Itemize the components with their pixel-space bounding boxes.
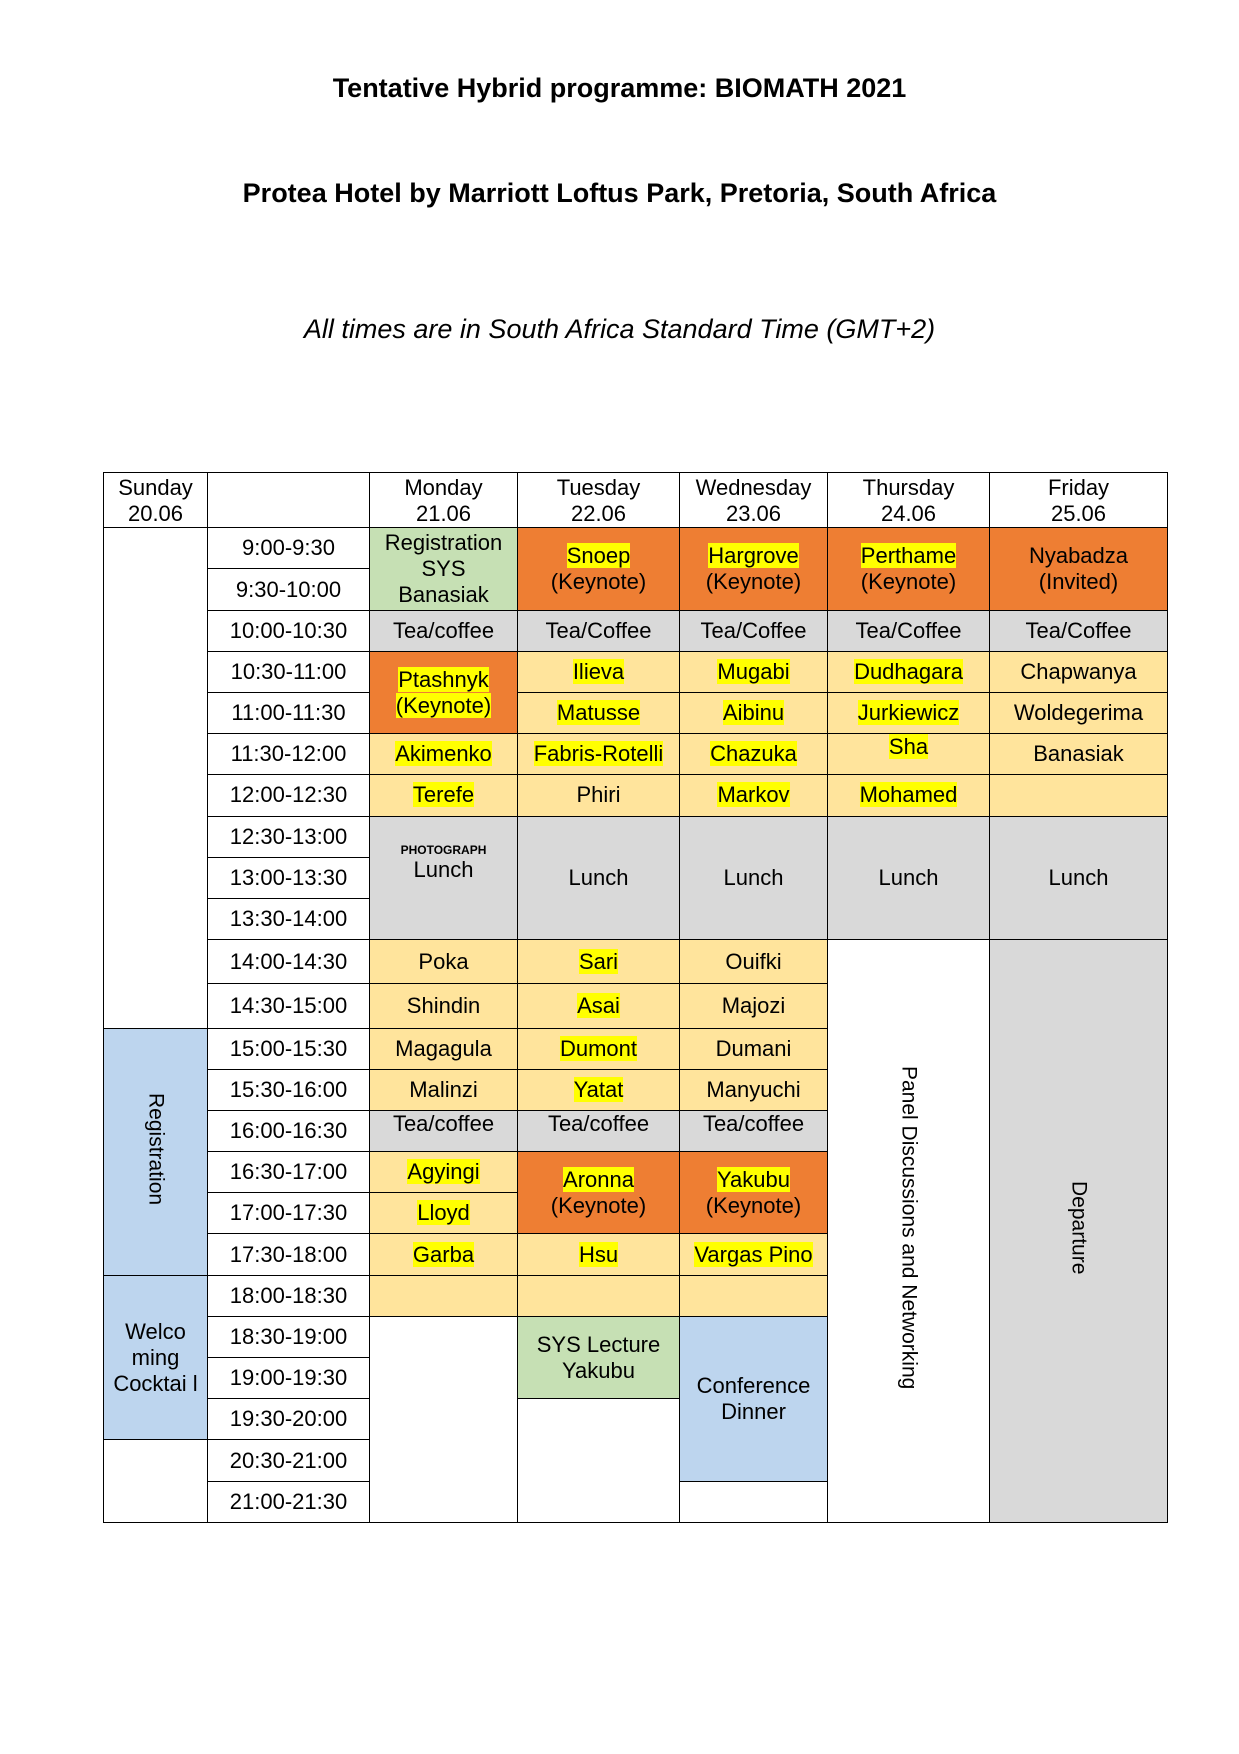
friday-departure: Departure (990, 940, 1168, 1523)
day-header-thursday: Thursday 24.06 (828, 473, 990, 528)
time-slot: 12:30-13:00 (208, 816, 370, 857)
session-slot: Hsu (518, 1234, 680, 1275)
session-slot: Poka (370, 940, 518, 984)
session-slot: Yatat (518, 1069, 680, 1110)
session-slot-empty (680, 1275, 828, 1316)
time-slot: 10:30-11:00 (208, 651, 370, 692)
session-slot: Dumani (680, 1028, 828, 1069)
session-slot: Markov (680, 775, 828, 816)
session-slot: Terefe (370, 775, 518, 816)
session-slot: Matusse (518, 693, 680, 734)
day-header-sunday: Sunday 20.06 (104, 473, 208, 528)
time-slot: 12:00-12:30 (208, 775, 370, 816)
wednesday-conference-dinner: Conference Dinner (680, 1316, 828, 1481)
session-slot: Chapwanya (990, 651, 1168, 692)
session-slot: Dumont (518, 1028, 680, 1069)
session-slot: Mugabi (680, 651, 828, 692)
time-slot: 18:30-19:00 (208, 1316, 370, 1357)
time-slot: 11:00-11:30 (208, 693, 370, 734)
session-slot: Ouifki (680, 940, 828, 984)
time-slot: 9:30-10:00 (208, 569, 370, 610)
tuesday-tea-break: Tea/Coffee (518, 610, 680, 651)
sunday-morning-empty (104, 528, 208, 1028)
tuesday-keynote: Snoep (Keynote) (518, 528, 680, 610)
friday-tea-break: Tea/Coffee (990, 610, 1168, 651)
wednesday-tea-break-afternoon: Tea/coffee (680, 1110, 828, 1151)
day-header-monday: Monday 21.06 (370, 473, 518, 528)
time-slot: 17:30-18:00 (208, 1234, 370, 1275)
tuesday-lunch: Lunch (518, 816, 680, 940)
session-slot: Ilieva (518, 651, 680, 692)
time-slot: 15:00-15:30 (208, 1028, 370, 1069)
wednesday-keynote: Hargrove (Keynote) (680, 528, 828, 610)
thursday-tea-break: Tea/Coffee (828, 610, 990, 651)
monday-tea-break: Tea/coffee (370, 610, 518, 651)
sunday-registration: Registration (104, 1028, 208, 1275)
session-slot-empty (370, 1275, 518, 1316)
time-slot: 15:30-16:00 (208, 1069, 370, 1110)
time-slot: 13:30-14:00 (208, 898, 370, 939)
thursday-lunch: Lunch (828, 816, 990, 940)
tuesday-keynote-afternoon: Aronna (Keynote) (518, 1152, 680, 1234)
session-slot: Garba (370, 1234, 518, 1275)
day-header-wednesday: Wednesday 23.06 (680, 473, 828, 528)
time-slot: 16:30-17:00 (208, 1152, 370, 1193)
day-header-tuesday: Tuesday 22.06 (518, 473, 680, 528)
monday-tea-break-afternoon: Tea/coffee (370, 1110, 518, 1151)
session-slot: Majozi (680, 984, 828, 1028)
session-slot: Mohamed (828, 775, 990, 816)
time-slot: 19:00-19:30 (208, 1358, 370, 1399)
session-slot: Asai (518, 984, 680, 1028)
session-slot: Phiri (518, 775, 680, 816)
thursday-keynote: Perthame (Keynote) (828, 528, 990, 610)
time-slot: 14:30-15:00 (208, 984, 370, 1028)
time-header (208, 473, 370, 528)
friday-lunch: Lunch (990, 816, 1168, 940)
venue-title: Protea Hotel by Marriott Loftus Park, Pretoria, South Africa (242, 178, 997, 208)
session-slot: Magagula (370, 1028, 518, 1069)
session-slot: Chazuka (680, 734, 828, 775)
session-slot: Banasiak (990, 734, 1168, 775)
sunday-welcome-cocktail: Welco ming Cocktai l (104, 1275, 208, 1440)
session-slot: Akimenko (370, 734, 518, 775)
wednesday-keynote-afternoon: Yakubu (Keynote) (680, 1152, 828, 1234)
session-slot: Woldegerima (990, 693, 1168, 734)
session-slot: Shindin (370, 984, 518, 1028)
session-slot: Dudhagara (828, 651, 990, 692)
day-header-friday: Friday 25.06 (990, 473, 1168, 528)
time-slot: 11:30-12:00 (208, 734, 370, 775)
session-slot: Vargas Pino (680, 1234, 828, 1275)
wednesday-tea-break: Tea/Coffee (680, 610, 828, 651)
time-slot: 14:00-14:30 (208, 940, 370, 984)
session-slot: Jurkiewicz (828, 693, 990, 734)
wednesday-evening-empty (680, 1481, 828, 1522)
session-slot: Sha (828, 734, 990, 775)
wednesday-lunch: Lunch (680, 816, 828, 940)
time-slot: 16:00-16:30 (208, 1110, 370, 1151)
photograph-label: PHOTOGRAPH (400, 842, 487, 857)
time-slot: 9:00-9:30 (208, 528, 370, 569)
time-slot: 20:30-21:00 (208, 1440, 370, 1481)
header-row (104, 473, 1168, 528)
monday-lunch: PHOTOGRAPH Lunch (370, 816, 518, 940)
session-slot-empty (518, 1275, 680, 1316)
friday-invited: Nyabadza (Invited) (990, 528, 1168, 610)
session-slot: Malinzi (370, 1069, 518, 1110)
session-slot: Agyingi (370, 1152, 518, 1193)
session-slot: Aibinu (680, 693, 828, 734)
time-slot: 17:00-17:30 (208, 1193, 370, 1234)
thursday-panel-discussions: Panel Discussions and Networking (828, 940, 990, 1523)
session-slot: Manyuchi (680, 1069, 828, 1110)
tuesday-tea-break-afternoon: Tea/coffee (518, 1110, 680, 1151)
page-title: Tentative Hybrid programme: BIOMATH 2021 (332, 73, 907, 103)
tuesday-sys-lecture: SYS Lecture Yakubu (518, 1316, 680, 1398)
session-slot: Lloyd (370, 1193, 518, 1234)
session-slot: Fabris-Rotelli (518, 734, 680, 775)
tuesday-evening-empty (518, 1399, 680, 1523)
time-slot: 21:00-21:30 (208, 1481, 370, 1522)
sunday-evening-empty (104, 1440, 208, 1523)
monday-evening-empty (370, 1316, 518, 1522)
monday-keynote: Ptashnyk (Keynote) (370, 651, 518, 733)
monday-registration: Registration SYS Banasiak (370, 528, 518, 610)
time-slot: 19:30-20:00 (208, 1399, 370, 1440)
session-slot: Sari (518, 940, 680, 984)
session-slot-empty (990, 775, 1168, 816)
time-slot: 13:00-13:30 (208, 857, 370, 898)
programme-table (103, 472, 1167, 1523)
timezone-note: All times are in South Africa Standard Time (GMT+2) (303, 314, 936, 344)
time-slot: 18:00-18:30 (208, 1275, 370, 1316)
time-slot: 10:00-10:30 (208, 610, 370, 651)
